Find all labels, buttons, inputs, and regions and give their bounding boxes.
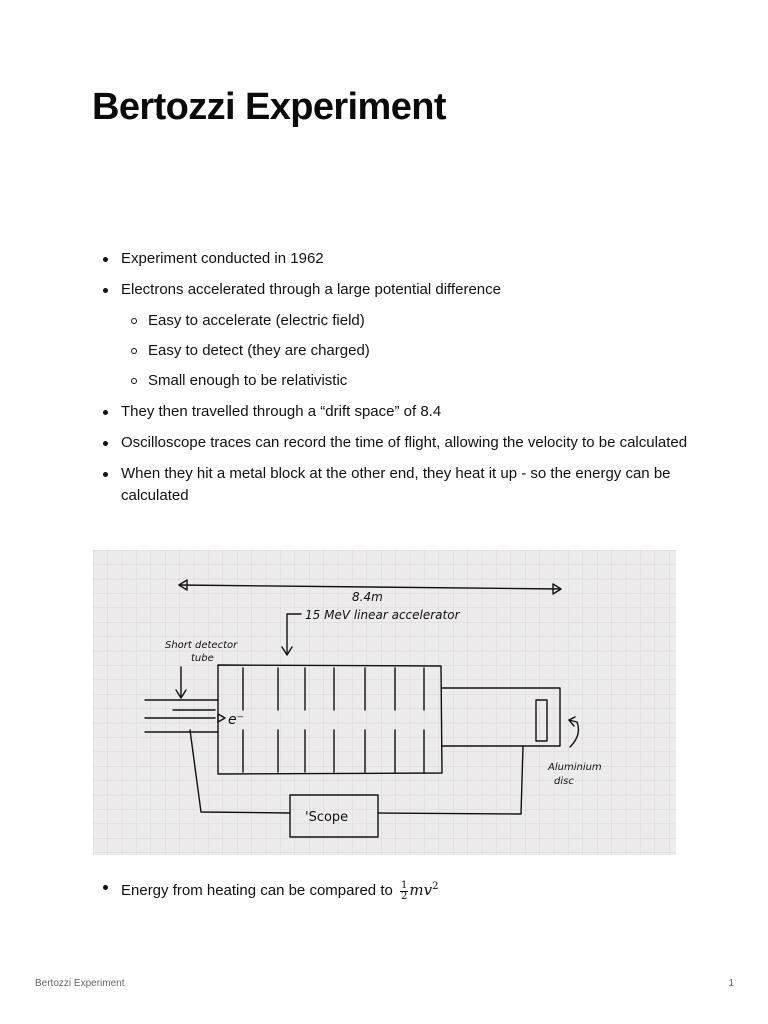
detector-label-line2: tube bbox=[191, 653, 214, 664]
bullet-text: Energy from heating can be compared to bbox=[121, 882, 393, 899]
bullet-item bbox=[92, 279, 692, 392]
sub-bullet-item: Small enough to be relativistic bbox=[121, 370, 692, 392]
bullet-item: Experiment conducted in 1962 bbox=[92, 248, 692, 270]
kinetic-energy-formula bbox=[400, 879, 439, 902]
detector-label-line1: Short detector bbox=[165, 640, 238, 651]
fraction-denominator: 2 bbox=[401, 890, 408, 902]
disc-label-line1: Aluminium bbox=[548, 762, 602, 773]
sub-bullet-list bbox=[121, 310, 692, 392]
grid-pattern bbox=[93, 550, 676, 855]
bullet-item bbox=[92, 875, 692, 903]
page-title: Bertozzi Experiment bbox=[92, 86, 446, 128]
apparatus-sketch bbox=[93, 550, 676, 855]
bullet-list-after-figure bbox=[92, 875, 692, 903]
formula-exponent: 2 bbox=[432, 881, 439, 892]
accelerator-label: 15 MeV linear accelerator bbox=[305, 608, 460, 622]
bullet-text: Electrons accelerated through a large potential difference bbox=[121, 281, 501, 298]
disc-label-line2: disc bbox=[554, 776, 574, 787]
bullet-item: Oscilloscope traces can record the time of flight, allowing the velocity to be calculated bbox=[92, 432, 692, 454]
bullet-item: When they hit a metal block at the other end, they heat it up - so the energy can be calculated bbox=[92, 463, 692, 507]
scope-label: 'Scope bbox=[305, 810, 349, 825]
fraction bbox=[400, 881, 408, 902]
page-number: 1 bbox=[728, 978, 734, 989]
sketch-canvas bbox=[93, 550, 676, 855]
footer-title: Bertozzi Experiment bbox=[35, 978, 125, 989]
sub-bullet-item: Easy to accelerate (electric field) bbox=[121, 310, 692, 332]
formula-body: mv bbox=[409, 881, 433, 899]
distance-label: 8.4m bbox=[352, 590, 383, 604]
sub-bullet-item: Easy to detect (they are charged) bbox=[121, 340, 692, 362]
bullet-list bbox=[92, 248, 692, 516]
fraction-numerator: 1 bbox=[401, 879, 408, 891]
bullet-item: They then travelled through a “drift space” of 8.4 bbox=[92, 401, 692, 423]
electron-label: e⁻ bbox=[228, 712, 245, 728]
